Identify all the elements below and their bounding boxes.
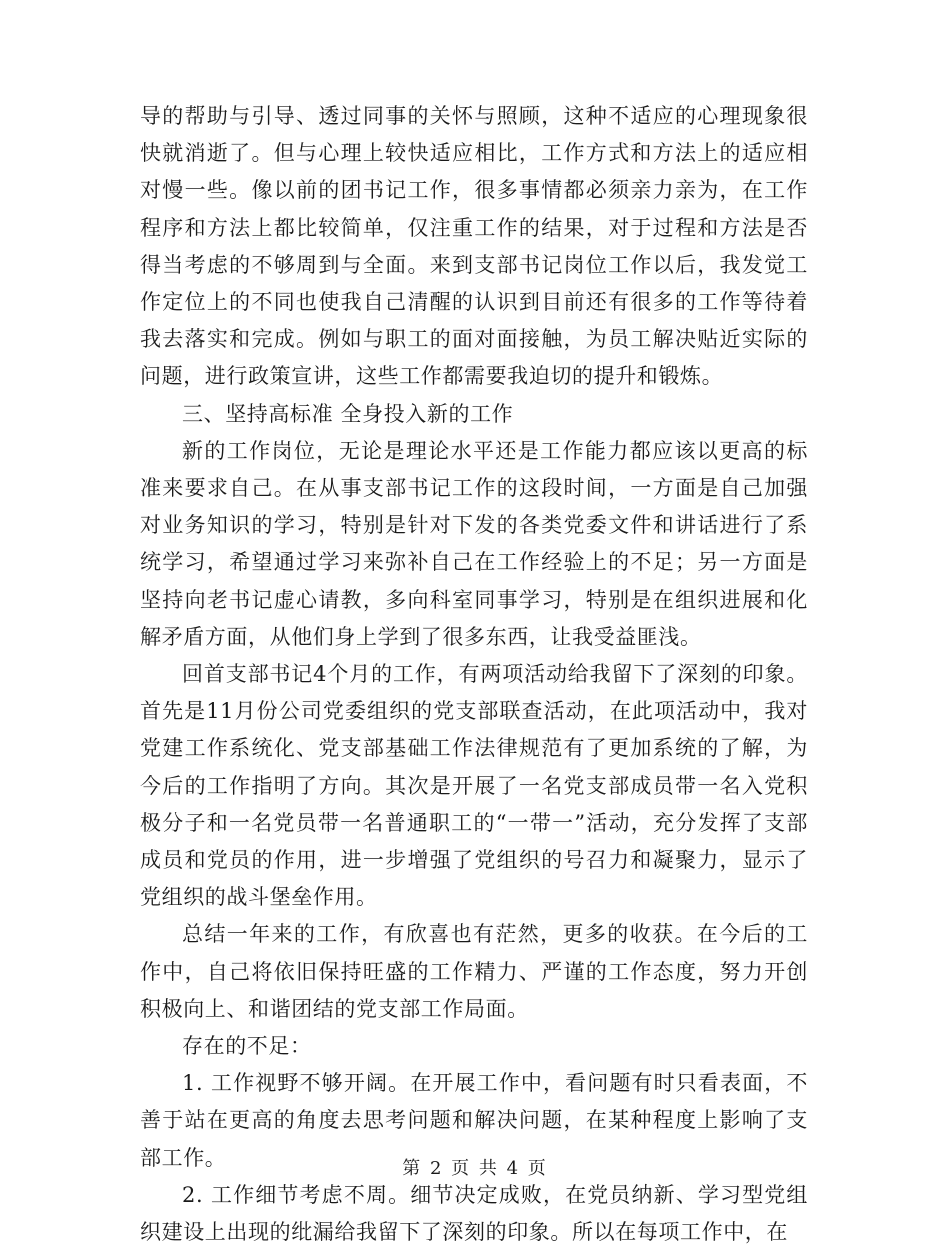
shortcoming-item-1: 1. 工作视野不够开阔。在开展工作中，看问题有时只看表面，不善于站在更高的角度去思考问题和解决问题，在某种程度上影响了支部工作。 — [140, 1071, 808, 1170]
document-body — [140, 98, 808, 1251]
page-number-footer: 第 2 页 共 4 页 — [402, 1158, 548, 1179]
paragraph-4: 回首支部书记4个月的工作，有两项活动给我留下了深刻的印象。首先是11月份公司党委组织的党支部联查活动，在此项活动中，我对党建工作系统化、党支部基础工作法律规范有了更加系统的了解，为今后的工作指明了方向。其次是开展了一名党支部成员带一名入党积极分子和一名党员带一名普通职工的“一带一”活动，充分发挥了支部成员和党员的作用，进一步增强了党组织的号召力和凝聚力，显示了党组织的战斗堡垒作用。 — [140, 662, 808, 910]
shortcomings-heading: 存在的不足： — [182, 1034, 312, 1059]
shortcoming-item-2: 2. 工作细节考虑不周。细节决定成败，在党员纳新、学习型党组织建设上出现的纰漏给我留下了深刻的印象。所以在每项工作中，在 — [140, 1182, 808, 1245]
paragraph-1: 导的帮助与引导、透过同事的关怀与照顾，这种不适应的心理现象很快就消逝了。但与心理上较快适应相比，工作方式和方法上的适应相对慢一些。像以前的团书记工作，很多事情都必须亲力亲为，在工作程序和方法上都比较简单，仅注重工作的结果，对于过程和方法是否得当考虑的不够周到与全面。来到支部书记岗位工作以后，我发觉工作定位上的不同也使我自己清醒的认识到目前还有很多的工作等待着我去落实和完成。例如与职工的面对面接触，为员工解决贴近实际的问题，进行政策宣讲，这些工作都需要我迫切的提升和锻炼。 — [140, 104, 808, 389]
paragraph-5: 总结一年来的工作，有欣喜也有茫然，更多的收获。在今后的工作中，自己将依旧保持旺盛的工作精力、严谨的工作态度，努力开创积极向上、和谐团结的党支部工作局面。 — [140, 922, 808, 1021]
section-heading: 三、坚持高标准 全身投入新的工作 — [182, 401, 514, 426]
paragraph-3: 新的工作岗位，无论是理论水平还是工作能力都应该以更高的标准来要求自己。在从事支部书记工作的这段时间，一方面是自己加强对业务知识的学习，特别是针对下发的各类党委文件和讲话进行了系统学习，希望通过学习来弥补自己在工作经验上的不足；另一方面是坚持向老书记虚心请教，多向科室同事学习，特别是在组织进展和化解矛盾方面，从他们身上学到了很多东西，让我受益匪浅。 — [140, 438, 808, 649]
